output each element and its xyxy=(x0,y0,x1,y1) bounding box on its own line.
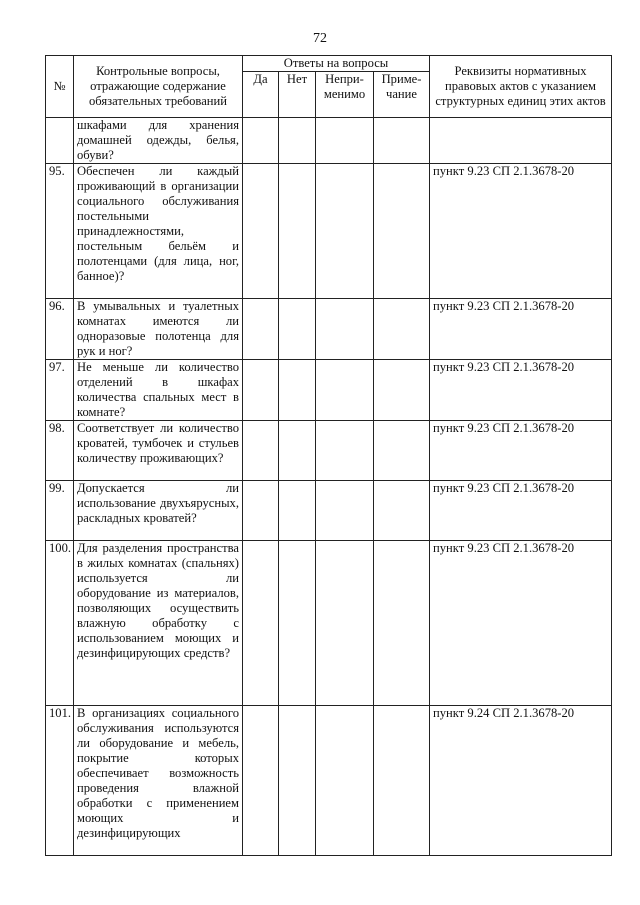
row-number: 95. xyxy=(46,164,74,299)
answer-yes-cell xyxy=(243,541,279,706)
row-requisite: пункт 9.24 СП 2.1.3678-20 xyxy=(430,706,612,856)
row-number: 98. xyxy=(46,421,74,481)
table-row xyxy=(46,421,612,481)
row-requisite: пункт 9.23 СП 2.1.3678-20 xyxy=(430,360,612,421)
answer-no-cell xyxy=(279,706,316,856)
answer-no-cell xyxy=(279,360,316,421)
header-note: Приме-чание xyxy=(374,72,430,118)
table-row xyxy=(46,481,612,541)
answer-not-applicable-cell xyxy=(316,541,374,706)
answer-yes-cell xyxy=(243,299,279,360)
row-number: 99. xyxy=(46,481,74,541)
row-requisite: пункт 9.23 СП 2.1.3678-20 xyxy=(430,421,612,481)
answer-note-cell xyxy=(374,421,430,481)
answer-not-applicable-cell xyxy=(316,706,374,856)
row-question: Обеспечен ли каждый проживающий в организации социального обслуживания постельными принадлежностями, постельным бельём и полотенцами (для лица, ног, банное)? xyxy=(74,164,243,299)
answer-not-applicable-cell xyxy=(316,360,374,421)
header-answers-group: Ответы на вопросы xyxy=(243,56,430,72)
answer-no-cell xyxy=(279,541,316,706)
row-question: Соответствует ли количество кроватей, тумбочек и стульев количеству проживающих? xyxy=(74,421,243,481)
header-requisites: Реквизиты нормативных правовых актов с указанием структурных единиц этих актов xyxy=(430,56,612,118)
answer-not-applicable-cell xyxy=(316,164,374,299)
header-no: Нет xyxy=(279,72,316,118)
table-row xyxy=(46,299,612,360)
header-num: № xyxy=(46,56,74,118)
answer-yes-cell xyxy=(243,481,279,541)
answer-not-applicable-cell xyxy=(316,118,374,164)
answer-note-cell xyxy=(374,299,430,360)
answer-yes-cell xyxy=(243,421,279,481)
row-number: 101. xyxy=(46,706,74,856)
row-number: 100. xyxy=(46,541,74,706)
answer-note-cell xyxy=(374,481,430,541)
answer-yes-cell xyxy=(243,360,279,421)
header-not-applicable: Непри-менимо xyxy=(316,72,374,118)
table-row xyxy=(46,541,612,706)
answer-note-cell xyxy=(374,360,430,421)
row-requisite: пункт 9.23 СП 2.1.3678-20 xyxy=(430,299,612,360)
row-requisite: пункт 9.23 СП 2.1.3678-20 xyxy=(430,541,612,706)
answer-no-cell xyxy=(279,481,316,541)
answer-yes-cell xyxy=(243,706,279,856)
row-question: Не меньше ли количество отделений в шкафах количества спальных мест в комнате? xyxy=(74,360,243,421)
table-row xyxy=(46,360,612,421)
row-question: В умывальных и туалетных комнатах имеются ли одноразовые полотенца для рук и ног? xyxy=(74,299,243,360)
row-requisite: пункт 9.23 СП 2.1.3678-20 xyxy=(430,481,612,541)
table-row xyxy=(46,118,612,164)
answer-yes-cell xyxy=(243,164,279,299)
row-number: 97. xyxy=(46,360,74,421)
answer-note-cell xyxy=(374,706,430,856)
table-row xyxy=(46,706,612,856)
answer-note-cell xyxy=(374,118,430,164)
answer-no-cell xyxy=(279,299,316,360)
row-question: В организациях социального обслуживания используются ли оборудование и мебель, покрытие которых обеспечивает возможность проведения влажной обработки с применением моющих и дезинфицирующих xyxy=(74,706,243,856)
row-question: Для разделения пространства в жилых комнатах (спальнях) используется ли оборудование из материалов, позволяющих осуществить влажную обработку с использованием моющих и дезинфицирующих средств? xyxy=(74,541,243,706)
answer-no-cell xyxy=(279,164,316,299)
answer-not-applicable-cell xyxy=(316,421,374,481)
row-requisite: пункт 9.23 СП 2.1.3678-20 xyxy=(430,164,612,299)
answer-no-cell xyxy=(279,118,316,164)
answer-no-cell xyxy=(279,421,316,481)
row-number: 96. xyxy=(46,299,74,360)
header-yes: Да xyxy=(243,72,279,118)
header-question: Контрольные вопросы, отражающие содержание обязательных требований xyxy=(74,56,243,118)
answer-note-cell xyxy=(374,164,430,299)
row-question: Допускается ли использование двухъярусных, раскладных кроватей? xyxy=(74,481,243,541)
answer-not-applicable-cell xyxy=(316,481,374,541)
answer-yes-cell xyxy=(243,118,279,164)
answer-not-applicable-cell xyxy=(316,299,374,360)
table-row xyxy=(46,164,612,299)
row-number xyxy=(46,118,74,164)
page-number: 72 xyxy=(313,31,327,46)
row-requisite xyxy=(430,118,612,164)
row-question: шкафами для хранения домашней одежды, белья, обуви? xyxy=(74,118,243,164)
checklist-table xyxy=(45,55,612,856)
answer-note-cell xyxy=(374,541,430,706)
